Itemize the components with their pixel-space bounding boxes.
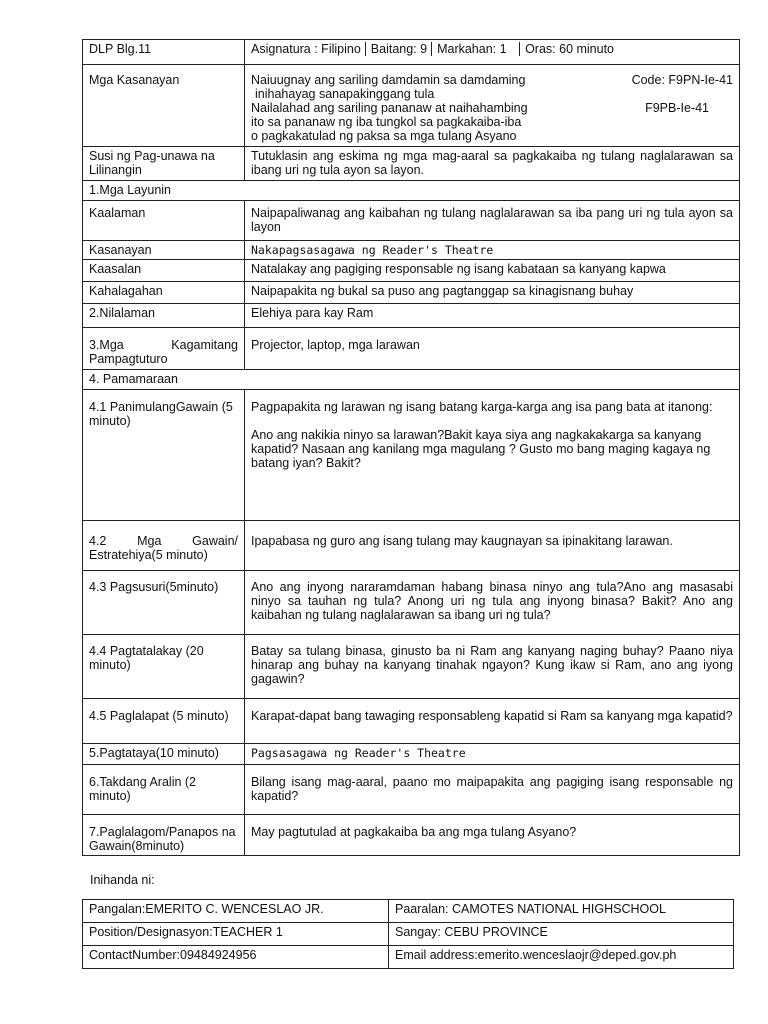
paglalapat-text: Karapat-dapat bang tawaging responsableng kapatid si Ram sa kanyang mga kapatid? bbox=[245, 699, 740, 744]
info-row bbox=[83, 923, 734, 946]
school-name: Paaralan: CAMOTES NATIONAL HIGHSCHOOL bbox=[389, 900, 734, 923]
gawain-row bbox=[83, 521, 740, 571]
paglalapat-row bbox=[83, 699, 740, 744]
susi-text: Tutuklasin ang eskima ng mga mag-aaral sa pagkakaiba ng tulang naglalarawan sa ibang uri ng tula ayon sa layon. bbox=[245, 147, 740, 181]
pagsusuri-row bbox=[83, 571, 740, 635]
paglalagom-label: 7.Paglalagom/Panapos na Gawain(8minuto) bbox=[83, 815, 245, 856]
pamamaraan-row bbox=[83, 370, 740, 390]
kaalaman-text: Naipapaliwanag ang kaibahan ng tulang naglalarawan sa iba pang uri ng tula ayon sa layon bbox=[245, 201, 740, 241]
kaasalan-text: Natalakay ang pagiging responsable ng isang kabataan sa kanyang kapwa bbox=[245, 260, 740, 282]
pagtataya-text: Pagsasagawa ng Reader's Theatre bbox=[245, 744, 740, 765]
pamamaraan-heading: 4. Pamamaraan bbox=[83, 370, 740, 390]
gawain-label: 4.2 Mga Gawain/ Estratehiya(5 minuto) bbox=[83, 521, 245, 571]
takdang-label: 6.Takdang Aralin (2 minuto) bbox=[83, 765, 245, 815]
panimula-row bbox=[83, 390, 740, 521]
pagsusuri-text: Ano ang inyong nararamdaman habang binasa ninyo ang tula?Ano ang masasabi ninyo sa tauhan ng tula? Anong uri ng tula ang inyong binasa? Bakit? Ano ang kaibahan ng tulang naglalarawan sa ibang uri ng tula? bbox=[245, 571, 740, 635]
panimula-text-2: Ano ang nakikia ninyo sa larawan?Bakit kaya siya ang nagkakakarga sa kanyang kapatid? Nasaan ang kanilang mga magulang ? Gusto mo bang maging kagaya ng batang iyan? Bakit? bbox=[251, 428, 711, 470]
takdang-row bbox=[83, 765, 740, 815]
info-row bbox=[83, 946, 734, 969]
kaalaman-row bbox=[83, 201, 740, 241]
pagtatalakay-text: Batay sa tulang binasa, ginusto ba ni Ram ang kanyang naging buhay? Paano niya hinarap ang buhay na kanyang tinahak ngayon? Kung ikaw si Ram, ano ang iyong gagawin? bbox=[245, 635, 740, 699]
kagamitan-row bbox=[83, 328, 740, 370]
kasanayan-line: Nailalahad ang sariling pananaw at naihahambing bbox=[251, 101, 528, 115]
panimula-content bbox=[245, 390, 740, 521]
susi-row bbox=[83, 147, 740, 181]
susi-label: Susi ng Pag-unawa na Lilinangin bbox=[83, 147, 245, 181]
kasanayan-line: ito sa pananaw ng iba tungkol sa pagkakaiba-iba bbox=[251, 115, 522, 129]
pagtataya-row bbox=[83, 744, 740, 765]
markahan: Markahan: 1 bbox=[437, 42, 520, 56]
pagtatalakay-label: 4.4 Pagtatalakay (20 minuto) bbox=[83, 635, 245, 699]
header-details bbox=[245, 40, 740, 65]
kasanayan-objective-text: Nakapagsasagawa ng Reader's Theatre bbox=[245, 241, 740, 260]
kaasalan-label: Kaasalan bbox=[83, 260, 245, 282]
kasanayan-objective-row bbox=[83, 241, 740, 260]
contact-number: ContactNumber:09484924956 bbox=[83, 946, 389, 969]
teacher-position: Position/Designasyon:TEACHER 1 bbox=[83, 923, 389, 946]
panimula-label: 4.1 PanimulangGawain (5 minuto) bbox=[83, 390, 245, 521]
teacher-info-table bbox=[82, 899, 734, 969]
pagsusuri-label: 4.3 Pagsusuri(5minuto) bbox=[83, 571, 245, 635]
paglalagom-row bbox=[83, 815, 740, 856]
kasanayan-line: o pagkakatulad ng paksa sa mga tulang Asyano bbox=[251, 129, 517, 143]
paglalapat-label: 4.5 Paglalapat (5 minuto) bbox=[83, 699, 245, 744]
kagamitan-text: Projector, laptop, mga larawan bbox=[245, 328, 740, 370]
baitang: Baitang: 9 bbox=[371, 42, 432, 56]
teacher-name: Pangalan:EMERITO C. WENCESLAO JR. bbox=[83, 900, 389, 923]
lesson-plan-table bbox=[82, 39, 740, 856]
kagamitan-label: 3.Mga Kagamitang Pampagtuturo bbox=[83, 328, 245, 370]
kahalagahan-row bbox=[83, 282, 740, 304]
competency-code-2: F9PB-Ie-41 bbox=[645, 101, 709, 115]
paglalagom-text: May pagtutulad at pagkakaiba ba ang mga tulang Asyano? bbox=[245, 815, 740, 856]
asignatura: Asignatura : Filipino bbox=[251, 42, 366, 56]
kahalagahan-label: Kahalagahan bbox=[83, 282, 245, 304]
info-row bbox=[83, 900, 734, 923]
prepared-by-label: Inihanda ni: bbox=[90, 873, 155, 887]
dlp-number: DLP Blg.11 bbox=[83, 40, 245, 65]
kaalaman-label: Kaalaman bbox=[83, 201, 245, 241]
competency-code-1: Code: F9PN-Ie-41 bbox=[631, 73, 733, 87]
layunin-row bbox=[83, 181, 740, 201]
nilalaman-label: 2.Nilalaman bbox=[83, 304, 245, 328]
header-row bbox=[83, 40, 740, 65]
pagtataya-label: 5.Pagtataya(10 minuto) bbox=[83, 744, 245, 765]
gawain-text: Ipapabasa ng guro ang isang tulang may kaugnayan sa ipinakitang larawan. bbox=[245, 521, 740, 571]
pagtatalakay-row bbox=[83, 635, 740, 699]
nilalaman-row bbox=[83, 304, 740, 328]
kasanayan-line: inihahayag sanapakinggang tula bbox=[255, 87, 435, 101]
layunin-heading: 1.Mga Layunin bbox=[83, 181, 740, 201]
takdang-text: Bilang isang mag-aaral, paano mo maipapakita ang pagiging isang responsable ng kapatid? bbox=[245, 765, 740, 815]
kahalagahan-text: Naipapakita ng bukal sa puso ang pagtanggap sa kinagisnang buhay bbox=[245, 282, 740, 304]
panimula-text-1: Pagpapakita ng larawan ng isang batang karga-karga ang isa pang bata at itanong: bbox=[251, 400, 713, 414]
division: Sangay: CEBU PROVINCE bbox=[389, 923, 734, 946]
oras: Oras: 60 minuto bbox=[525, 42, 615, 56]
email-address: Email address:emerito.wenceslaojr@deped.gov.ph bbox=[389, 946, 734, 969]
kasanayan-label: Mga Kasanayan bbox=[83, 65, 245, 147]
kasanayan-objective-label: Kasanayan bbox=[83, 241, 245, 260]
kasanayan-content bbox=[245, 65, 740, 147]
kaasalan-row bbox=[83, 260, 740, 282]
kasanayan-line: Naiuugnay ang sariling damdamin sa damdaming bbox=[251, 73, 526, 87]
nilalaman-text: Elehiya para kay Ram bbox=[245, 304, 740, 328]
kasanayan-row bbox=[83, 65, 740, 147]
